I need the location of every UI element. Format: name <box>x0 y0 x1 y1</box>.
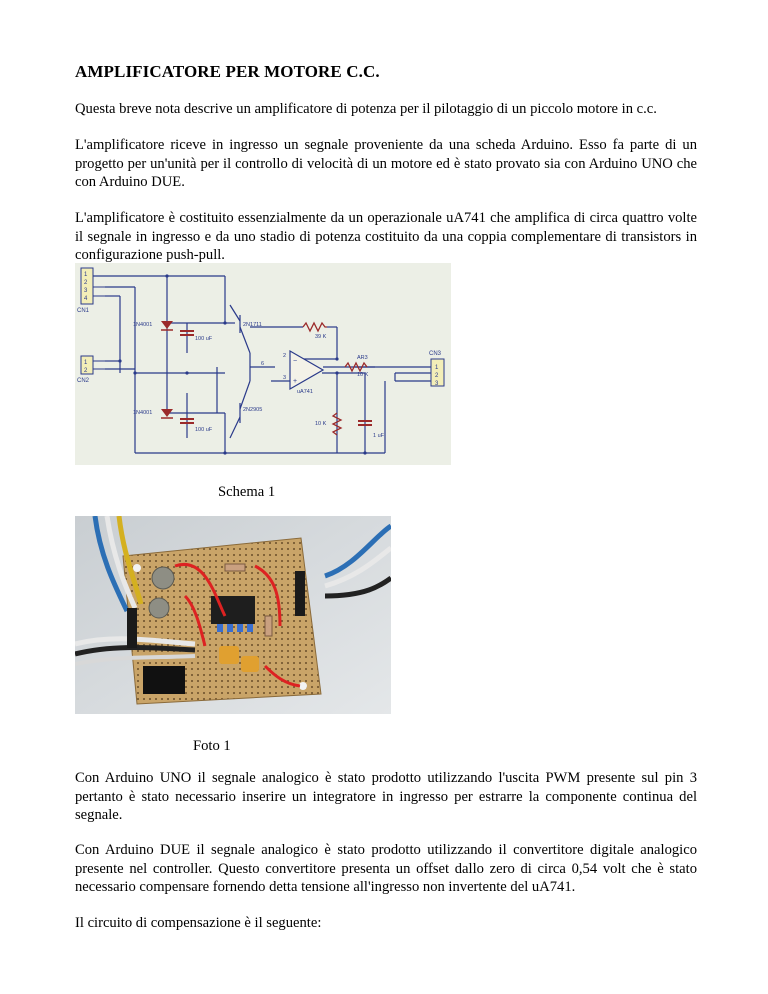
label-opamp: uA741 <box>297 389 313 395</box>
svg-text:2: 2 <box>84 368 88 374</box>
label-cn2: CN2 <box>77 378 90 384</box>
paragraph-arduino-uno: Con Arduino UNO il segnale analogico è stato prodotto utilizzando l'uscita PWM presente sul pin 3 pertanto è stato necessario inserire un integratore in ingresso per estrarre la componente continua del segnale. <box>75 770 697 824</box>
svg-text:3: 3 <box>84 288 88 294</box>
label-c3: 1 uF <box>373 433 385 439</box>
photo-figure <box>75 516 391 714</box>
paragraph-composition: L'amplificatore è costituito essenzialmente da un operazionale uA741 che amplifica di circa quattro volte il segnale in ingresso e da uno stadio di potenza costituito da una coppia complementare di transistors in configurazione push-pull. <box>75 210 697 264</box>
schematic-figure <box>75 263 451 465</box>
paragraph-compensation: Il circuito di compensazione è il seguente: <box>75 915 322 931</box>
svg-text:1: 1 <box>84 272 88 278</box>
circuit-board-photo <box>75 516 391 714</box>
label-cn3: CN3 <box>429 351 442 357</box>
paragraph-intro: Questa breve nota descrive un amplificatore di potenza per il pilotaggio di un piccolo motore in c.c. <box>75 101 657 117</box>
label-r1: 39 K <box>315 334 327 340</box>
photo-caption: Foto 1 <box>193 738 231 754</box>
label-d2: 1N4001 <box>133 410 153 416</box>
paragraph-arduino-due: Con Arduino DUE il segnale analogico è stato prodotto utilizzando il convertitore digitale analogico presente nel controller. Questo convertitore presenta un offset dallo zero di circa 0,54 volt che è stato necessario compensare fornendo detta tensione all'ingresso non invertente del uA741. <box>75 842 697 896</box>
svg-text:+: + <box>293 378 298 385</box>
svg-text:2: 2 <box>84 280 88 286</box>
label-d1: 1N4001 <box>133 322 153 328</box>
svg-text:1: 1 <box>435 365 439 371</box>
label-q1: 2N1711 <box>243 322 262 328</box>
label-cn1: CN1 <box>77 308 90 314</box>
document-title: AMPLIFICATORE PER MOTORE C.C. <box>75 62 380 81</box>
svg-text:3: 3 <box>435 381 439 387</box>
label-r3: 10 K <box>315 421 327 427</box>
svg-text:2: 2 <box>435 373 439 379</box>
svg-text:3: 3 <box>283 375 287 381</box>
label-c1: 100 uF <box>195 336 213 342</box>
label-q2: 2N2905 <box>243 407 263 413</box>
label-c2: 100 uF <box>195 427 213 433</box>
svg-text:1: 1 <box>84 360 88 366</box>
schematic-diagram <box>75 263 451 465</box>
svg-text:4: 4 <box>84 296 88 302</box>
paragraph-input-signal: L'amplificatore riceve in ingresso un segnale proveniente da una scheda Arduino. Esso fa parte di un progetto per un'unità per il controllo di velocità di un motore ed è stato provato sia con Arduino UNO che con Arduino DUE. <box>75 137 697 191</box>
label-r2: 10 K <box>357 372 369 378</box>
svg-text:−: − <box>293 358 298 365</box>
svg-text:2: 2 <box>283 353 287 359</box>
label-ar: AR3 <box>357 355 368 361</box>
svg-text:6: 6 <box>261 361 265 367</box>
schematic-caption: Schema 1 <box>218 484 276 500</box>
